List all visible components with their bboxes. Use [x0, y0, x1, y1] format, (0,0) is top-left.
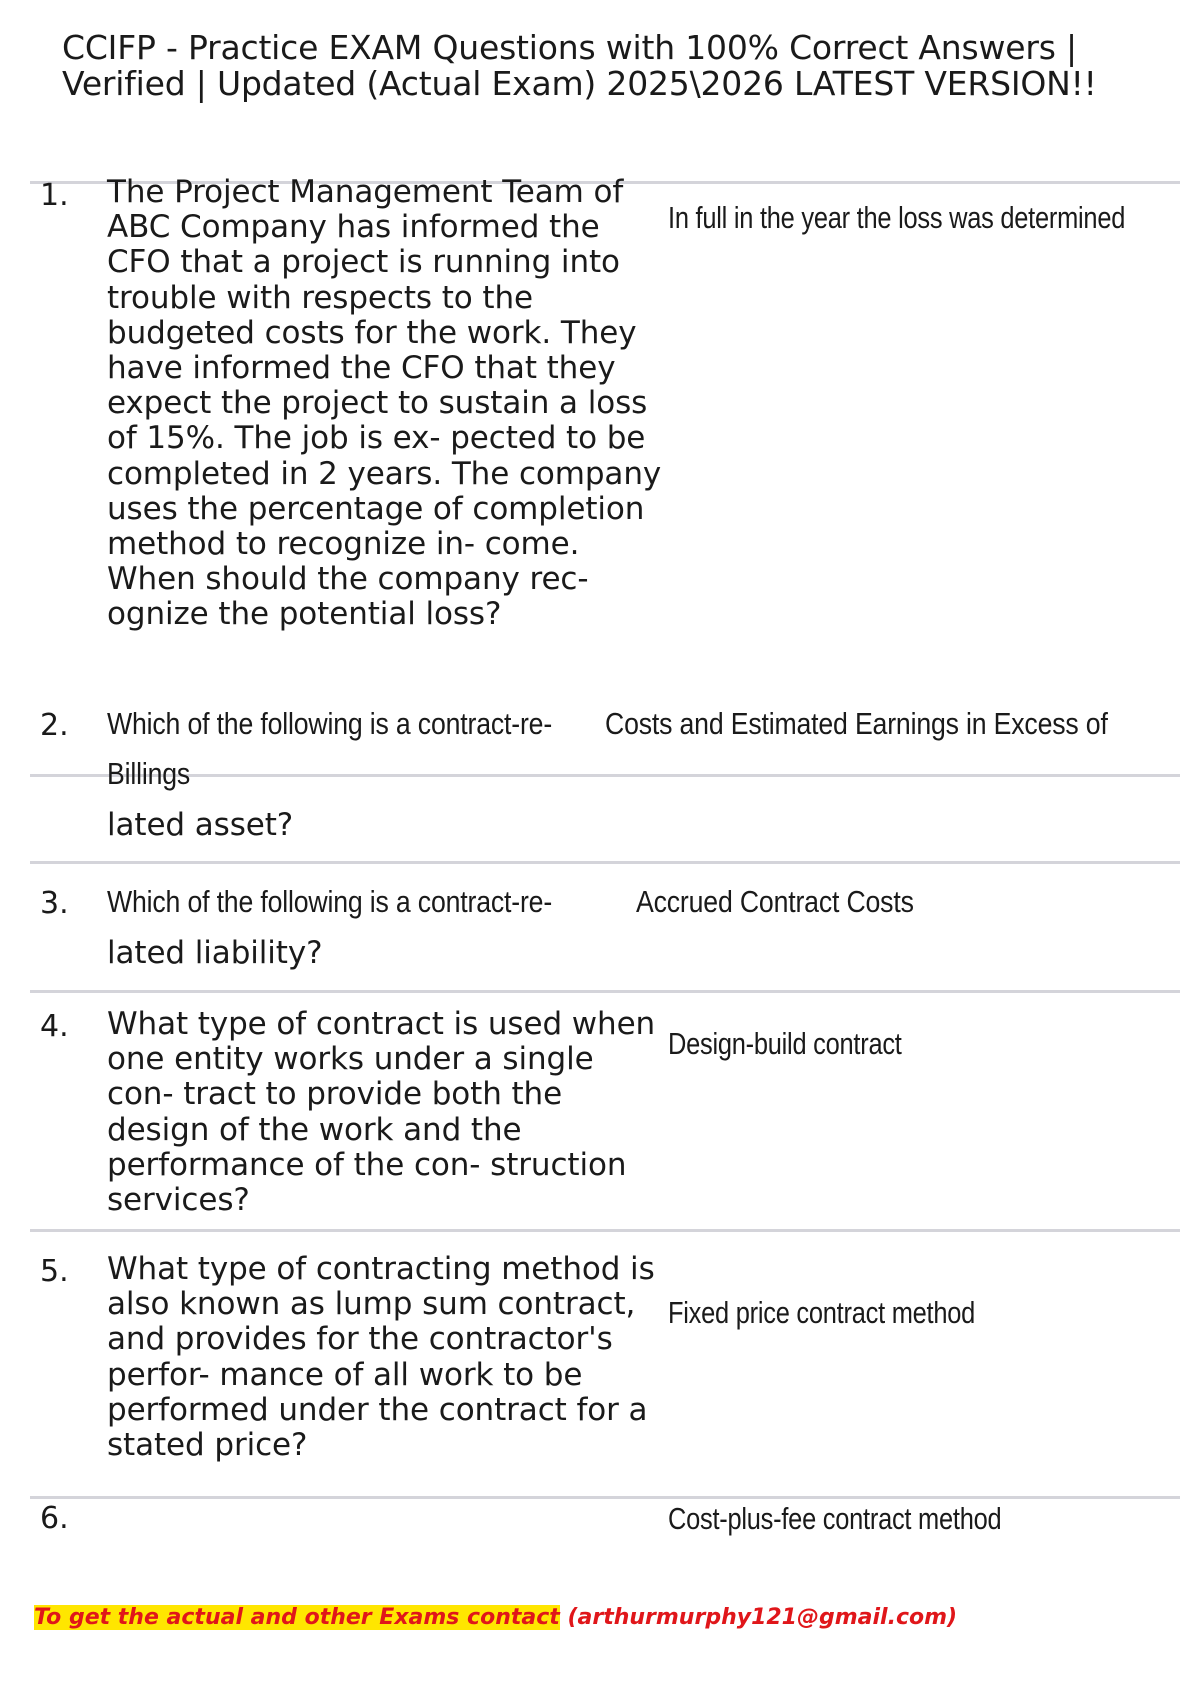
answer-text: Cost-plus-fee contract method [668, 1501, 1002, 1536]
divider [30, 861, 1180, 864]
answer-text: In full in the year the loss was determined [668, 200, 1126, 235]
footer-contact [34, 1603, 957, 1633]
answer-text-continued: Billings [107, 756, 191, 791]
question-text-continued: lated liability? [107, 935, 323, 971]
footer-highlight-text: To get the actual and other Exams contact [34, 1605, 560, 1630]
item-number: 3. [40, 886, 69, 921]
divider [30, 1496, 1180, 1499]
divider [30, 1229, 1180, 1232]
question-text: Which of the following is a contract-re- [107, 884, 553, 919]
answer-text: Design-build contract [668, 1026, 902, 1061]
item-number: 4. [40, 1009, 69, 1044]
item-number: 1. [40, 178, 69, 213]
page-title: CCIFP - Practice EXAM Questions with 100% Correct Answers | Verified | Updated (Actual Exam) 2025\2026 LATEST VERSION!! [62, 28, 1097, 103]
answer-text: Costs and Estimated Earnings in Excess of [605, 706, 1108, 741]
answer-text: Accrued Contract Costs [636, 884, 914, 919]
footer-email-text: (arthurmurphy121@gmail.com) [559, 1605, 958, 1630]
item-number: 5. [40, 1254, 69, 1289]
question-text: What type of contracting method is also known as lump sum contract, and provides for the contractor's perfor- mance of all work to be performed under the contract for a stated price? [107, 1251, 655, 1464]
question-text-continued: lated asset? [107, 807, 294, 843]
answer-text: Fixed price contract method [668, 1295, 976, 1330]
item-number: 2. [40, 708, 69, 743]
question-text: Which of the following is a contract-re- [107, 706, 553, 741]
divider [30, 990, 1180, 993]
question-text: What type of contract is used when one entity works under a single con- tract to provide both the design of the work and the performance of the con- struction services? [107, 1006, 656, 1219]
divider [30, 774, 1180, 777]
item-number: 6. [40, 1501, 69, 1536]
question-text: The Project Management Team of ABC Company has informed the CFO that a project is running into trouble with respects to the budgeted costs for the work. They have informed the CFO that they expect the project to sustain a loss of 15%. The job is ex- pected to be completed in 2 years. The company uses the percentage of completion method to recognize in- come. When should the company rec- ognize the potential loss? [107, 174, 662, 633]
